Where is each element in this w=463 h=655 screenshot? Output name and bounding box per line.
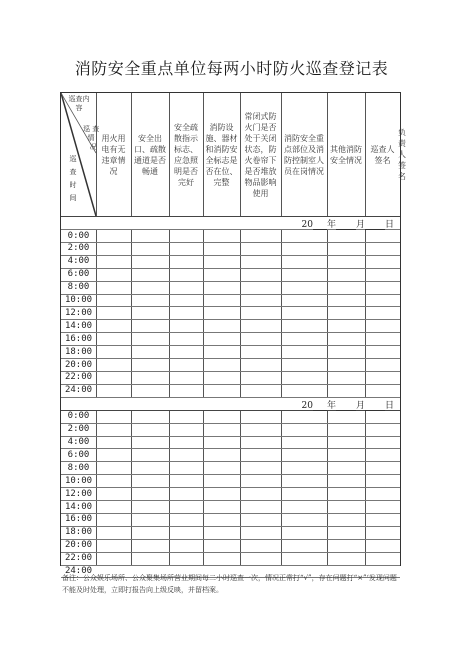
time-label: 12:00 <box>64 307 93 318</box>
header-col-6: 消防安全重点部位及消防控制室人员在岗情况 <box>284 133 324 176</box>
row-divider <box>61 474 400 475</box>
column-divider <box>203 93 204 565</box>
column-divider <box>327 93 328 565</box>
time-label: 14:00 <box>64 320 93 331</box>
row-divider <box>61 539 400 540</box>
time-label: 0:00 <box>67 230 90 241</box>
date-row-1: 20 年 月 日 <box>301 220 394 230</box>
time-label: 8:00 <box>67 462 90 473</box>
corner-label-content: 巡查内 容 <box>68 95 90 112</box>
row-divider <box>61 526 400 527</box>
date-row-2: 20 年 月 日 <box>301 400 394 411</box>
header-col-8: 巡查人签名 <box>370 144 395 165</box>
time-label: 20:00 <box>64 540 93 551</box>
row-divider <box>61 268 400 269</box>
row-divider <box>61 384 400 385</box>
time-label: 16:00 <box>64 333 93 344</box>
time-label: 18:00 <box>64 527 93 538</box>
row-divider <box>61 306 400 307</box>
header-col-2: 安全出口、疏散通道是否畅通 <box>134 133 166 176</box>
time-label: 22:00 <box>64 372 93 383</box>
time-label: 6:00 <box>67 269 90 280</box>
header-col-3: 安全疏散指示标志、应急照明是否完好 <box>174 122 198 187</box>
time-label: 0:00 <box>67 411 90 422</box>
time-label: 4:00 <box>67 437 90 447</box>
corner-label-time: 巡 查 时 间 <box>69 155 77 202</box>
time-label: 16:00 <box>64 514 93 525</box>
column-divider <box>240 93 241 565</box>
time-label: 8:00 <box>67 282 90 293</box>
time-label: 22:00 <box>64 553 93 564</box>
footnote: 备注：公众娱乐场所、公众聚集场所营业期间每二小时巡查一次，情况正常打“√”，存在问题打“×”‘发现问题不能及时处理，立即打报告向上级反映，并留档案。 <box>62 574 397 594</box>
column-divider <box>96 93 97 565</box>
time-label: 2:00 <box>67 243 90 254</box>
time-label: 6:00 <box>67 449 90 460</box>
column-divider <box>281 93 282 565</box>
time-label: 10:00 <box>64 475 93 486</box>
column-divider <box>365 93 366 565</box>
column-divider <box>131 93 132 565</box>
row-divider <box>61 332 400 333</box>
row-divider <box>61 319 400 320</box>
time-label: 12:00 <box>64 488 93 499</box>
row-divider <box>61 423 400 424</box>
time-label: 20:00 <box>64 359 93 370</box>
row-divider <box>61 461 400 462</box>
row-divider <box>61 358 400 359</box>
row-divider <box>61 565 400 566</box>
row-divider <box>61 552 400 553</box>
inspection-table <box>60 92 406 576</box>
header-col-4: 消防设施、器材和消防安全标志是否在位、完整 <box>205 122 238 187</box>
header-col-7: 其他消防安全情况 <box>330 144 362 165</box>
row-divider <box>61 513 400 514</box>
row-divider <box>61 436 400 437</box>
row-divider <box>61 294 400 295</box>
row-divider <box>61 487 400 488</box>
time-label: 10:00 <box>64 295 93 305</box>
time-label: 2:00 <box>67 424 90 435</box>
time-label: 4:00 <box>67 256 90 267</box>
time-label: 24:00 <box>64 385 93 396</box>
header-col-9: 负责人签名 <box>398 128 406 181</box>
row-divider <box>61 448 400 449</box>
row-divider <box>61 500 400 501</box>
corner-label-status: 巡 查 情 况 <box>83 125 100 151</box>
header-col-1: 用火用电有无违章情况 <box>101 133 126 176</box>
time-label: 24:00 <box>64 566 93 576</box>
row-divider <box>61 242 400 243</box>
row-divider <box>61 371 400 372</box>
time-label: 18:00 <box>64 346 93 357</box>
page-title: 消防安全重点单位每两小时防火巡查登记表 <box>74 59 389 78</box>
header-col-5: 常闭式防火门是否处于关闭状态，防火卷帘下是否堆放物品影响使用 <box>244 111 277 198</box>
time-label: 14:00 <box>64 501 93 512</box>
row-divider <box>61 281 400 282</box>
column-divider <box>169 93 170 565</box>
row-divider <box>61 345 400 346</box>
row-divider <box>61 255 400 256</box>
